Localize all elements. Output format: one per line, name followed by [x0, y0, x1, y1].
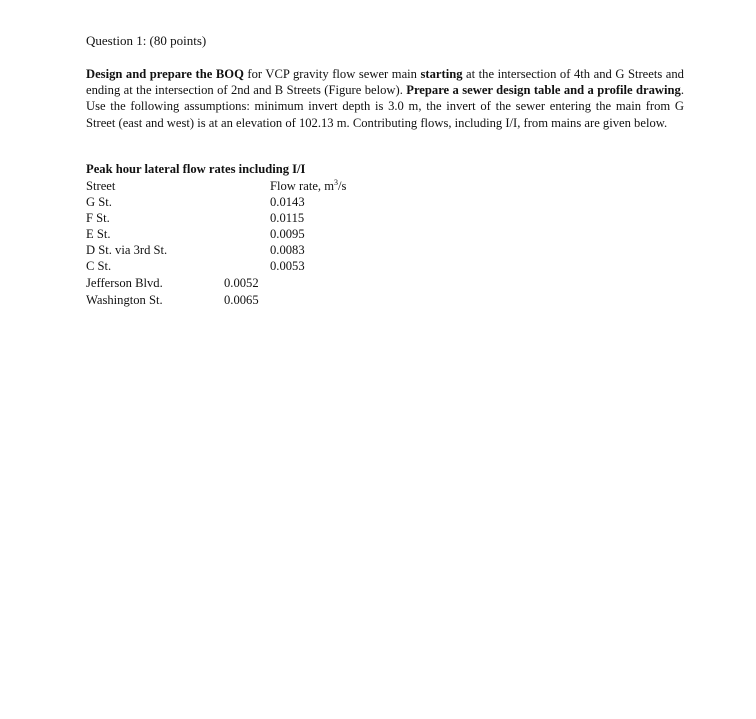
flow-rate: 0.0052 — [224, 276, 259, 290]
street-name: F St. — [86, 211, 110, 225]
paragraph-text-3: . Use the following assumptions: minimum invert depth is 3.0 m, the invert of the sewer entering the main from G Street (east and west) is at an elevation of 102.13 m. Contributing flows, including I/I, from mains are given below. — [86, 83, 684, 130]
flow-rate: 0.0143 — [270, 195, 305, 209]
header-street: Street — [86, 179, 116, 193]
bold-phrase-design: Design and prepare the BOQ — [86, 67, 244, 81]
flow-rate: 0.0083 — [270, 243, 305, 257]
paragraph-text-2: at the intersection of 4th and G Streets and ending at the intersection of 2nd and B Streets (Figure below). — [86, 67, 684, 98]
header-flow-unit: /s — [338, 179, 347, 193]
flow-rate: 0.0053 — [270, 259, 305, 273]
paragraph-text-1: for VCP gravity flow sewer main — [243, 67, 421, 81]
flow-rate: 0.0065 — [224, 293, 259, 307]
street-name: D St. via 3rd St. — [86, 243, 168, 257]
flow-rate: 0.0095 — [270, 227, 305, 241]
street-name: Washington St. — [86, 293, 163, 307]
header-flow-label: Flow rate, m — [270, 179, 335, 193]
header-flow-sup: 3 — [334, 177, 339, 187]
street-name: G St. — [86, 195, 112, 209]
table-title: Peak hour lateral flow rates including I/I — [86, 162, 306, 176]
street-name: C St. — [86, 259, 112, 273]
street-name: E St. — [86, 227, 111, 241]
question-title: Question 1: (80 points) — [86, 33, 207, 48]
question-paragraph — [86, 66, 684, 131]
bold-phrase-prepare: Prepare a sewer design table and a profile drawing — [406, 83, 681, 98]
street-name: Jefferson Blvd. — [86, 276, 163, 290]
header-flow — [270, 178, 346, 194]
flow-rate: 0.0115 — [270, 211, 305, 225]
bold-phrase-starting: starting — [420, 67, 463, 81]
